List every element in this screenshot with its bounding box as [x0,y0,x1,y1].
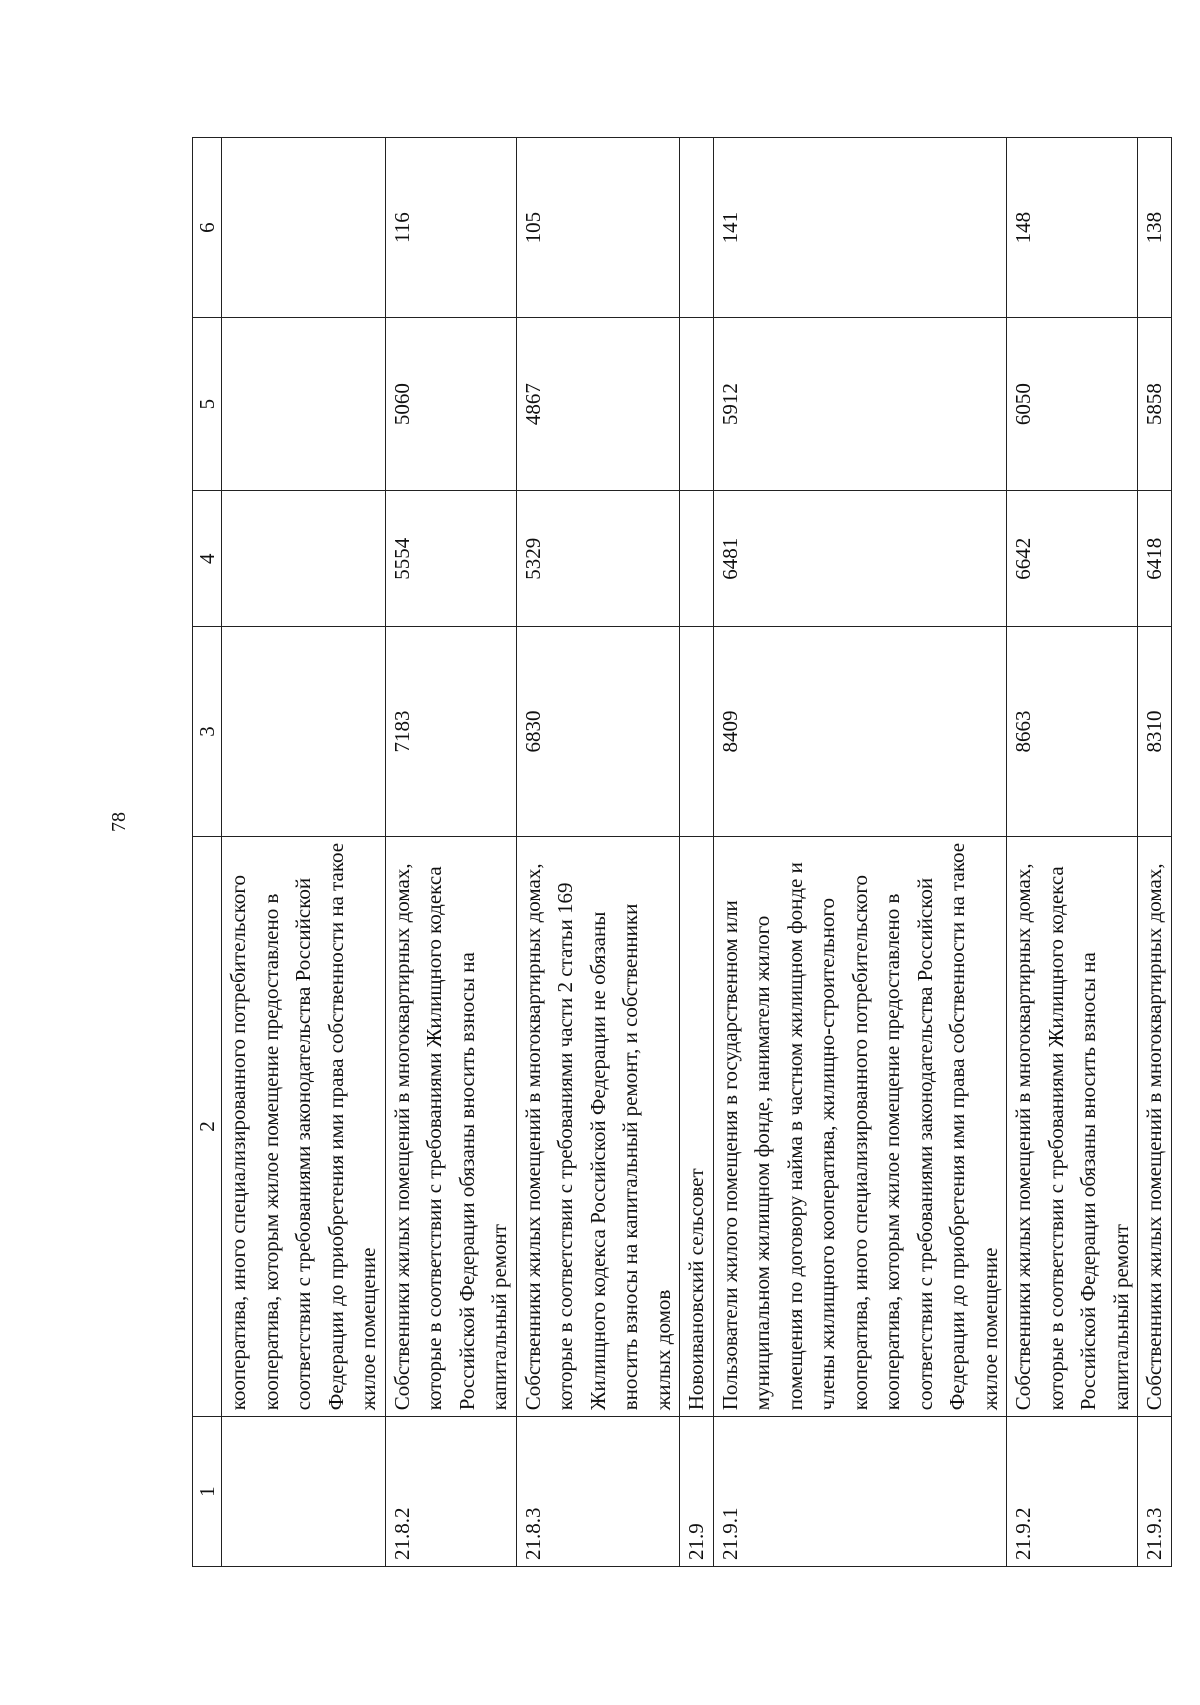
row-description: Собственники жилых помещений в многоквартирных домах, [1138,836,1172,1417]
value-col3: 7183 [385,627,516,836]
value-col4: 6418 [1138,491,1172,627]
row-code: 21.9 [680,1417,714,1567]
row-description: Собственники жилых помещений в многоквартирных домах, которые в соответствии с требованиями части 2 статьи 169 Жилищного кодекса Российской Федерации не обязаны вносить взносы на капитальный ремонт, и собственники жилых домов [516,836,680,1417]
value-col5: 5858 [1138,318,1172,491]
column-header: 1 [193,1417,222,1567]
column-header: 6 [193,138,222,318]
column-header: 4 [193,491,222,627]
row-description: кооператива, иного специализированного потребительского кооператива, которым жилое помещение предоставлено в соответствии с требованиями законодательства Российской Федерации до приобретения ими права собственности на такое жилое помещение [222,836,386,1417]
value-col3: 6830 [516,627,680,836]
value-col3 [222,627,386,836]
row-description: Новоивановский сельсовет [680,836,714,1417]
value-col3: 8663 [1007,627,1138,836]
value-col3: 8310 [1138,627,1172,836]
column-header: 5 [193,318,222,491]
row-code: 21.8.2 [385,1417,516,1567]
tariff-table [192,137,1172,1567]
rotated-table-container [192,137,1166,1567]
value-col3 [680,627,714,836]
column-header: 3 [193,627,222,836]
value-col3: 8409 [713,627,1007,836]
table-row [680,138,714,1567]
row-description: Собственники жилых помещений в многоквартирных домах, которые в соответствии с требованиями Жилищного кодекса Российской Федерации обязаны вносить взносы на капитальный ремонт [1007,836,1138,1417]
table-row [222,138,386,1567]
row-code: 21.8.3 [516,1417,680,1567]
value-col6: 138 [1138,138,1172,318]
column-header: 2 [193,836,222,1417]
value-col6: 141 [713,138,1007,318]
table-row [1138,138,1172,1567]
value-col4: 5329 [516,491,680,627]
row-code [222,1417,386,1567]
value-col6 [680,138,714,318]
value-col6: 105 [516,138,680,318]
value-col5: 6050 [1007,318,1138,491]
page-number: 78 [108,812,130,832]
value-col5: 4867 [516,318,680,491]
value-col5: 5912 [713,318,1007,491]
row-description: Собственники жилых помещений в многоквартирных домах, которые в соответствии с требованиями Жилищного кодекса Российской Федерации обязаны вносить взносы на капитальный ремонт [385,836,516,1417]
value-col5: 5060 [385,318,516,491]
value-col5 [680,318,714,491]
row-code: 21.9.1 [713,1417,1007,1567]
row-description: Пользователи жилого помещения в государственном или муниципальном жилищном фонде, наниматели жилого помещения по договору найма в частном жилищном фонде и члены жилищного кооператива, жилищно-строительного кооператива, иного специализированного потребительского кооператива, которым жилое помещение предоставлено в соответствии с требованиями законодательства Российской Федерации до приобретения ими права собственности на такое жилое помещение [713,836,1007,1417]
value-col4: 5554 [385,491,516,627]
value-col6: 148 [1007,138,1138,318]
table-row [713,138,1007,1567]
value-col4 [680,491,714,627]
value-col4 [222,491,386,627]
value-col6: 116 [385,138,516,318]
value-col6 [222,138,386,318]
row-code: 21.9.2 [1007,1417,1138,1567]
value-col5 [222,318,386,491]
value-col4: 6642 [1007,491,1138,627]
table-row [385,138,516,1567]
value-col4: 6481 [713,491,1007,627]
table-row [516,138,680,1567]
table-row [1007,138,1138,1567]
table-header-row [193,138,222,1567]
row-code: 21.9.3 [1138,1417,1172,1567]
